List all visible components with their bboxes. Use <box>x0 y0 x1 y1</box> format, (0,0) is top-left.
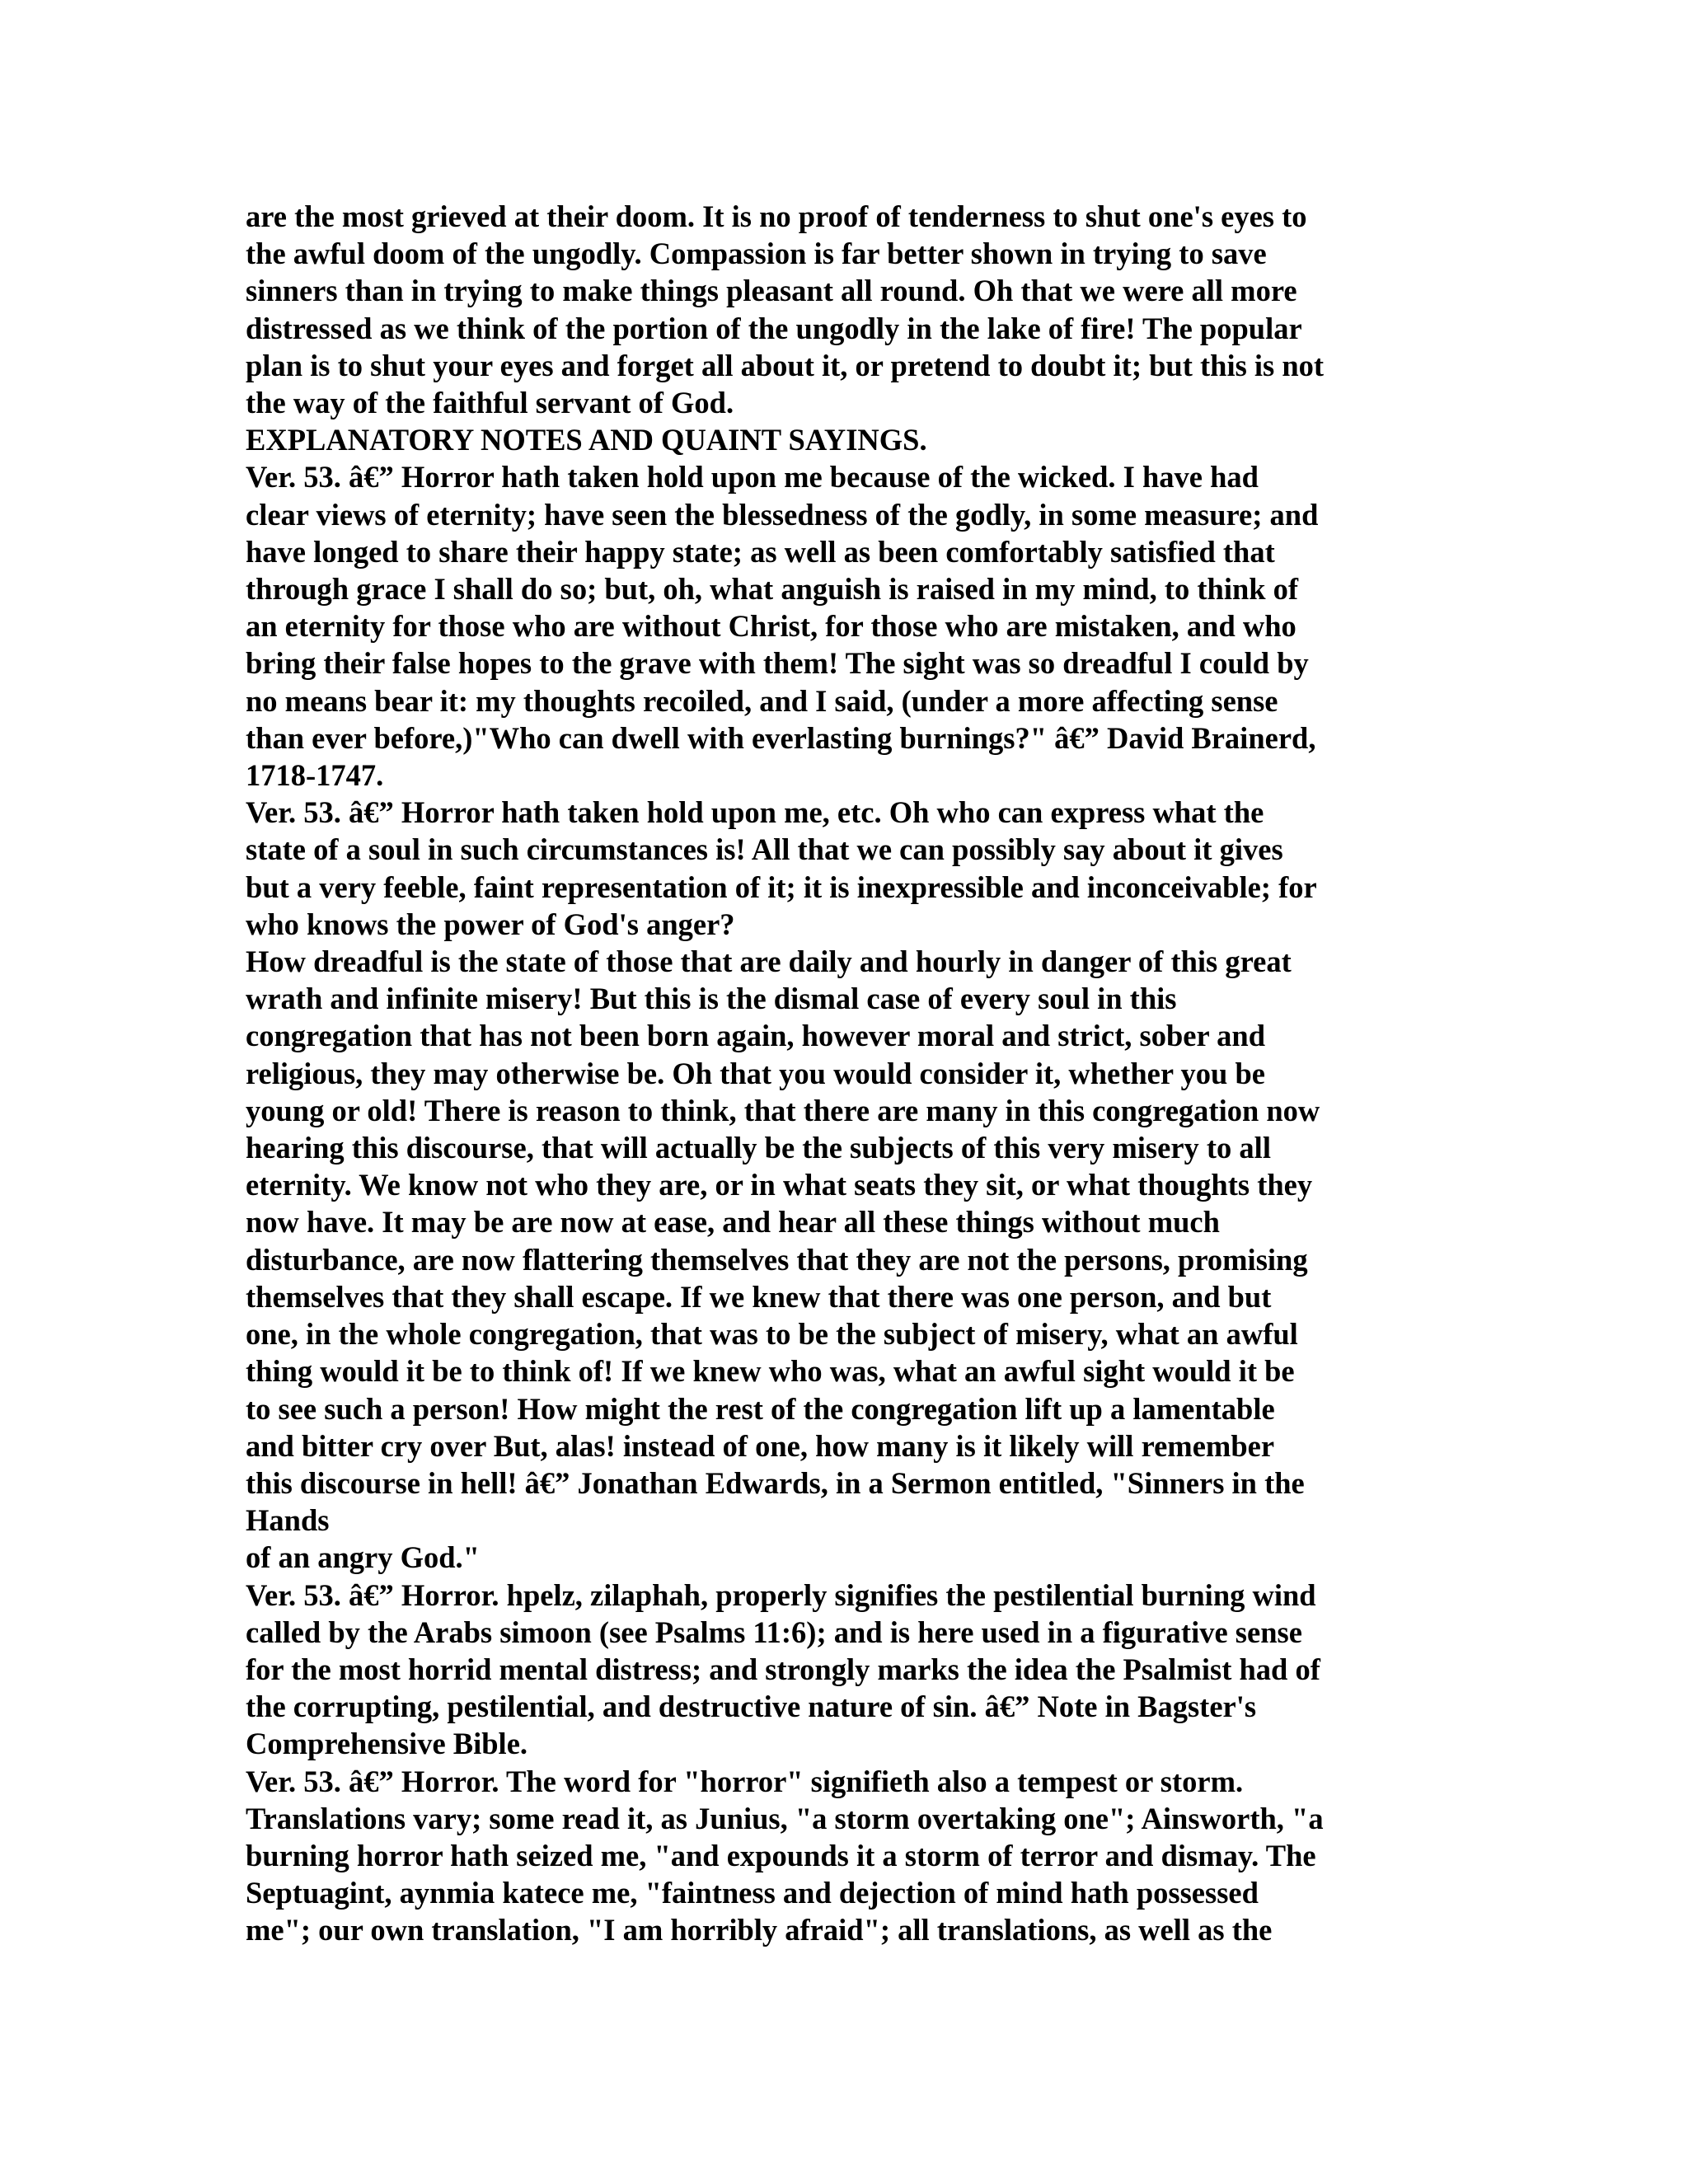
text-line: one, in the whole congregation, that was to be the subject of misery, what an awful <box>246 1317 1298 1352</box>
text-line: for the most horrid mental distress; and strongly marks the idea the Psalmist had of <box>246 1652 1320 1686</box>
text-line: disturbance, are now flattering themselves that they are not the persons, promising <box>246 1242 1308 1277</box>
text-line: than ever before,)"Who can dwell with everlasting burnings?" â€” David Brainerd, <box>246 720 1316 755</box>
text-line: the way of the faithful servant of God. <box>246 386 734 420</box>
text-line: How dreadful is the state of those that are daily and hourly in danger of this great <box>246 944 1292 979</box>
text-line: themselves that they shall escape. If we knew that there was one person, and but <box>246 1279 1272 1314</box>
document-body-text <box>246 198 1449 1949</box>
text-line: hearing this discourse, that will actually be the subjects of this very misery to all <box>246 1131 1271 1165</box>
text-line: and bitter cry over But, alas! instead of one, how many is it likely will remember <box>246 1428 1275 1463</box>
text-line: wrath and infinite misery! But this is the dismal case of every soul in this <box>246 982 1177 1016</box>
text-line: religious, they may otherwise be. Oh that you would consider it, whether you be <box>246 1056 1265 1090</box>
text-line: Septuagint, aynmia katece me, "faintness and dejection of mind hath possessed <box>246 1876 1259 1910</box>
text-line: bring their false hopes to the grave with them! The sight was so dreadful I could by <box>246 646 1309 681</box>
text-line: Ver. 53. â€” Horror hath taken hold upon me because of the wicked. I have had <box>246 460 1259 494</box>
text-line: the corrupting, pestilential, and destructive nature of sin. â€” Note in Bagster's <box>246 1690 1257 1724</box>
text-line: congregation that has not been born again, however moral and strict, sober and <box>246 1019 1265 1053</box>
text-line: 1718-1747. <box>246 758 384 793</box>
text-line: Hands <box>246 1503 330 1538</box>
text-line: now have. It may be are now at ease, and hear all these things without much <box>246 1205 1220 1240</box>
text-line: no means bear it: my thoughts recoiled, and I said, (under a more affecting sense <box>246 683 1278 718</box>
text-line: are the most grieved at their doom. It is no proof of tenderness to shut one's eyes to <box>246 199 1307 233</box>
text-line: Comprehensive Bible. <box>246 1727 528 1761</box>
text-line: an eternity for those who are without Christ, for those who are mistaken, and who <box>246 609 1296 644</box>
text-line: burning horror hath seized me, "and expounds it a storm of terror and dismay. The <box>246 1838 1316 1872</box>
text-line: young or old! There is reason to think, that there are many in this congregation now <box>246 1093 1320 1127</box>
text-line: to see such a person! How might the rest of the congregation lift up a lamentable <box>246 1391 1275 1426</box>
text-line: Translations vary; some read it, as Junius, "a storm overtaking one"; Ainsworth, "a <box>246 1801 1324 1835</box>
text-line: plan is to shut your eyes and forget all about it, or pretend to doubt it; but this is not <box>246 348 1325 382</box>
text-line: called by the Arabs simoon (see Psalms 11:6); and is here used in a figurative sense <box>246 1615 1302 1649</box>
text-line: Ver. 53. â€” Horror. hpelz, zilaphah, properly signifies the pestilential burning wind <box>246 1577 1316 1612</box>
text-line: state of a soul in such circumstances is! All that we can possibly say about it gives <box>246 832 1283 867</box>
text-line: me"; our own translation, "I am horribly afraid"; all translations, as well as the <box>246 1913 1273 1947</box>
text-line: clear views of eternity; have seen the blessedness of the godly, in some measure; and <box>246 497 1319 532</box>
text-line: this discourse in hell! â€” Jonathan Edwards, in a Sermon entitled, "Sinners in the <box>246 1465 1305 1500</box>
text-line: thing would it be to think of! If we knew who was, what an awful sight would it be <box>246 1354 1295 1389</box>
text-line: the awful doom of the ungodly. Compassion is far better shown in trying to save <box>246 237 1267 271</box>
text-line: distressed as we think of the portion of the ungodly in the lake of fire! The popular <box>246 311 1302 345</box>
text-line: who knows the power of God's anger? <box>246 907 735 941</box>
text-line: Ver. 53. â€” Horror. The word for "horror" signifieth also a tempest or storm. <box>246 1764 1244 1798</box>
text-line: Ver. 53. â€” Horror hath taken hold upon me, etc. Oh who can express what the <box>246 795 1264 830</box>
text-line: sinners than in trying to make things pleasant all round. Oh that we were all more <box>246 274 1297 308</box>
text-line: of an angry God." <box>246 1540 480 1575</box>
text-line: through grace I shall do so; but, oh, what anguish is raised in my mind, to think of <box>246 572 1299 607</box>
text-line: eternity. We know not who they are, or in what seats they sit, or what thoughts they <box>246 1168 1313 1202</box>
text-line: but a very feeble, faint representation of it; it is inexpressible and inconceivable; for <box>246 869 1317 904</box>
text-line: have longed to share their happy state; as well as been comfortably satisfied that <box>246 534 1275 569</box>
text-line: EXPLANATORY NOTES AND QUAINT SAYINGS. <box>246 423 927 457</box>
